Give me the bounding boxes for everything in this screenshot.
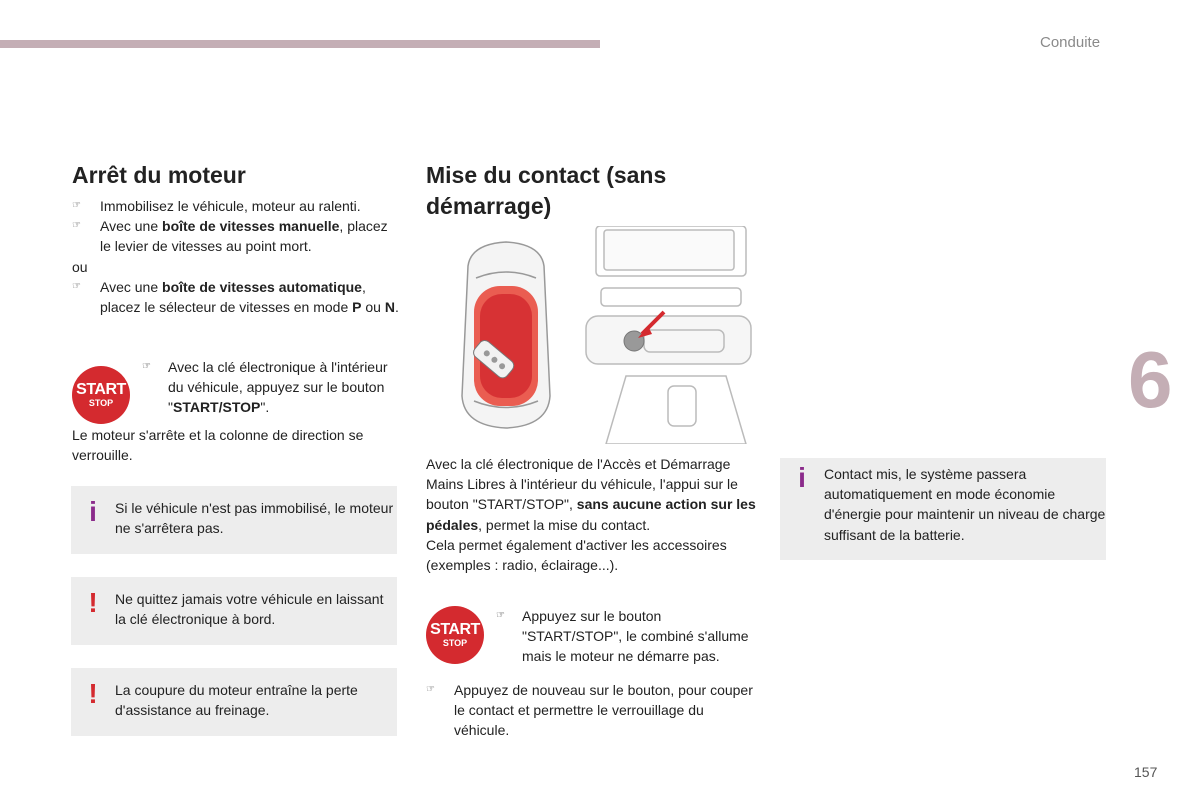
warning-icon: ! bbox=[88, 587, 98, 618]
start-button-location bbox=[624, 331, 644, 351]
warning-box-key-inside: ! Ne quittez jamais votre véhicule en laissant la clé électronique à bord. bbox=[71, 577, 397, 645]
header-accent-bar bbox=[0, 40, 600, 48]
list-item: ☞ Avec une boîte de vitesses manuelle, placez le levier de vitesses au point mort. bbox=[72, 218, 388, 255]
list-item: ☞ Avec une boîte de vitesses automatique, placez le sélecteur de vitesses en mode P ou N. bbox=[72, 278, 399, 316]
page-number: 157 bbox=[1134, 764, 1158, 780]
list-item: ☞ Immobilisez le véhicule, moteur au ralenti. bbox=[72, 196, 402, 216]
left-instructions bbox=[72, 196, 402, 317]
car-and-dashboard-illustration bbox=[426, 226, 752, 444]
info-box-not-immobilized: i Si le véhicule n'est pas immobilisé, le moteur ne s'arrêtera pas. bbox=[71, 486, 397, 554]
or-separator: ou bbox=[72, 258, 88, 275]
chapter-number: 6 bbox=[1128, 335, 1173, 424]
pointing-hand-icon: ☞ bbox=[426, 684, 435, 695]
start-stop-button-icon: START STOP bbox=[72, 366, 130, 424]
list-item: ☞ Appuyez de nouveau sur le bouton, pour couper le contact et permettre le verrouillage du véhicule. bbox=[426, 682, 753, 739]
key-instruction-right: ☞ Appuyez sur le bouton "START/STOP", le combiné s'allume mais le moteur ne démarre pas. bbox=[496, 608, 749, 665]
warning-box-brake-assist: ! La coupure du moteur entraîne la perte d'assistance au freinage. bbox=[71, 668, 397, 736]
info-icon: i bbox=[89, 496, 97, 527]
engine-stop-paragraph: Le moteur s'arrête et la colonne de direction se verrouille. bbox=[72, 427, 364, 464]
section-title: Conduite bbox=[1040, 34, 1101, 51]
pointing-hand-icon: ☞ bbox=[496, 610, 505, 621]
info-box-energy-saving: i Contact mis, le système passera automatiquement en mode économie d'énergie pour maintenir un niveau de charge suffisant de la batterie. bbox=[780, 458, 1106, 560]
dashboard-console-icon bbox=[586, 226, 751, 444]
heading-mise-contact: Mise du contact (sans démarrage) bbox=[426, 162, 667, 219]
info-icon: i bbox=[798, 462, 806, 493]
key-instruction: ☞ Avec la clé électronique à l'intérieur du véhicule, appuyez sur le bouton "START/STOP". bbox=[142, 359, 388, 416]
heading-arret-moteur: Arrêt du moteur bbox=[72, 162, 246, 188]
pointing-hand-icon: ☞ bbox=[142, 361, 151, 372]
ignition-paragraph: Avec la clé électronique de l'Accès et Démarrage Mains Libres à l'intérieur du véhicule, l'appui sur le bouton "START/STOP", sans aucune action sur les pédales, permet la mise du contact. Cela permet également d'activer les accessoires (exemples : radio, éclairage...). bbox=[426, 456, 756, 574]
warning-icon: ! bbox=[88, 678, 98, 709]
start-stop-button-icon: START STOP bbox=[426, 606, 484, 664]
pointing-hand-icon: ☞ bbox=[72, 200, 81, 211]
pointing-hand-icon: ☞ bbox=[72, 280, 81, 292]
pointing-hand-icon: ☞ bbox=[72, 220, 81, 232]
